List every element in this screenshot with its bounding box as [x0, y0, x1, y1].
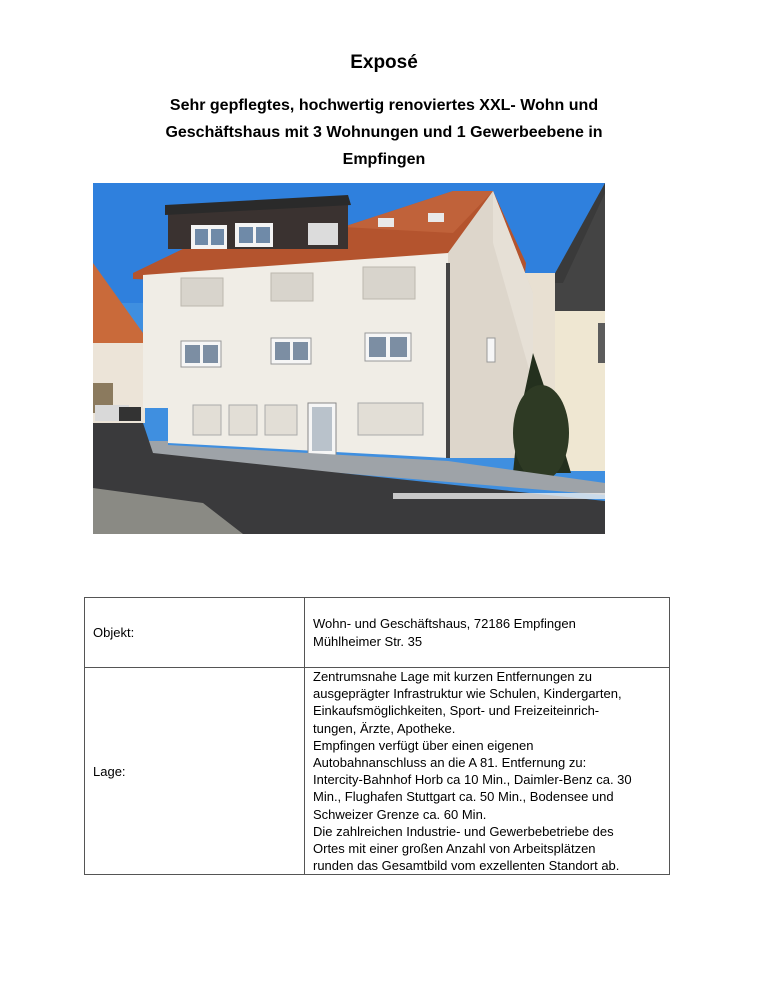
value-line: Empfingen verfügt über einen eigenen	[313, 737, 534, 753]
row-label-lage: Lage:	[85, 668, 305, 875]
subtitle-line: Geschäftshaus mit 3 Wohnungen und 1 Gewerbeebene in	[165, 124, 603, 141]
document-title: Exposé	[350, 52, 418, 73]
value-line: runden das Gesamtbild vom exzellenten Standort ab.	[313, 858, 620, 874]
value-line: Min., Flughafen Stuttgart ca. 50 Min., Bodensee und	[313, 789, 614, 805]
info-table	[84, 597, 670, 875]
value-line: Schweizer Grenze ca. 60 Min.	[313, 806, 487, 822]
value-line: Wohn- und Geschäftshaus, 72186 Empfingen	[313, 616, 576, 632]
row-value-lage	[305, 668, 670, 875]
value-line: Einkaufsmöglichkeiten, Sport- und Freizeiteinrich-	[313, 703, 600, 719]
subtitle-line: Sehr gepflegtes, hochwertig renoviertes XXL- Wohn und	[169, 97, 599, 114]
value-line: Autobahnanschluss an die A 81. Entfernung zu:	[313, 755, 587, 771]
value-line: Ortes mit einer großen Anzahl von Arbeitsplätzen	[313, 841, 596, 857]
row-label-objekt: Objekt:	[85, 598, 305, 668]
row-value-objekt	[305, 598, 670, 668]
house-photo	[93, 183, 605, 534]
value-line: ausgeprägter Infrastruktur wie Schulen, Kindergarten,	[313, 686, 622, 702]
value-line: Mühlheimer Str. 35	[313, 633, 423, 649]
document-subtitle	[120, 92, 648, 173]
value-line: Die zahlreichen Industrie- und Gewerbebetriebe des	[313, 823, 614, 839]
value-line: Zentrumsnahe Lage mit kurzen Entfernungen zu	[313, 669, 592, 684]
value-line: Intercity-Bahnhof Horb ca 10 Min., Daimler-Benz ca. 30	[313, 772, 632, 788]
table-row	[85, 668, 670, 875]
value-line: tungen, Ärzte, Apotheke.	[313, 720, 456, 736]
table-row	[85, 598, 670, 668]
subtitle-line: Empfingen	[342, 151, 426, 168]
